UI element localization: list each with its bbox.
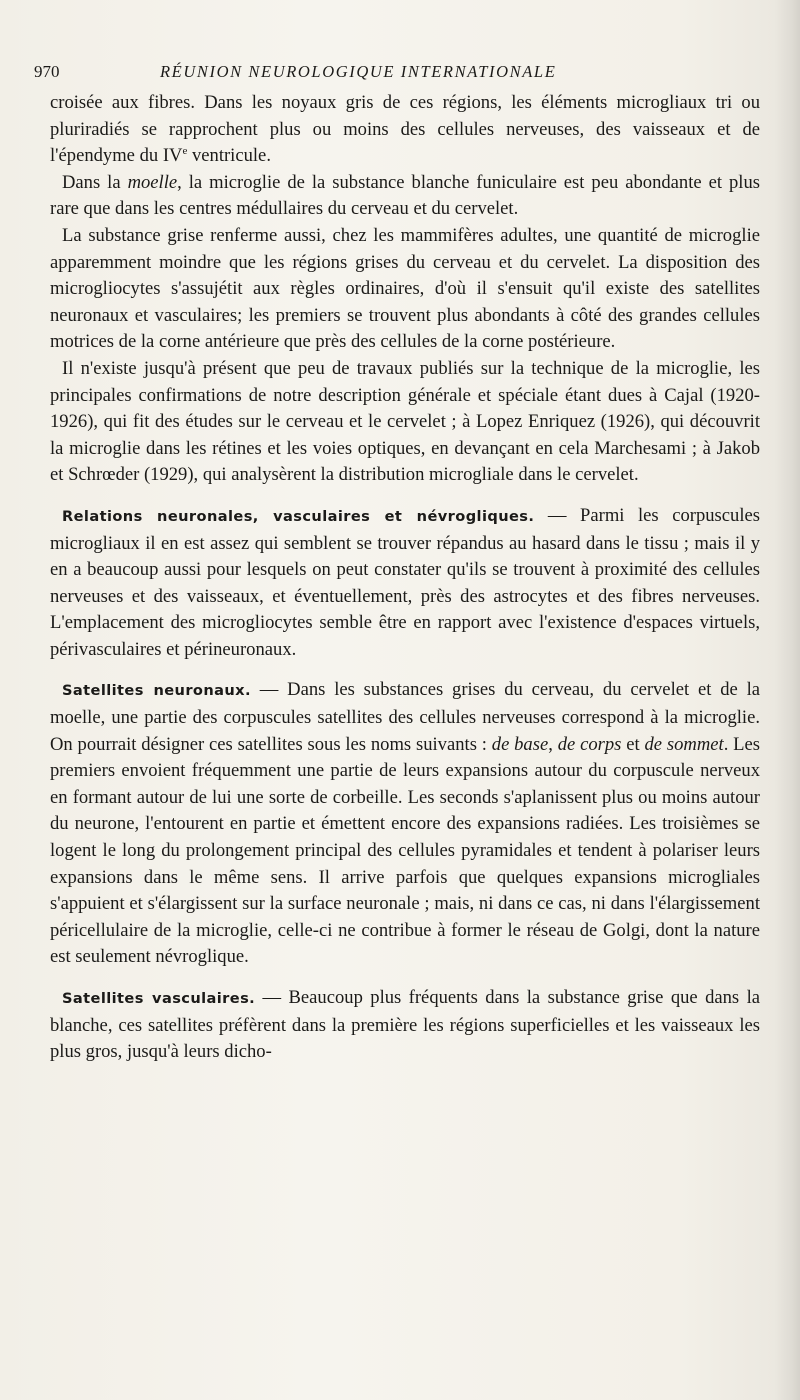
paragraph-substance-grise: La substance grise renferme aussi, chez les mammifères adultes, une quantité de microglie apparemment moindre que les régions grises du cerveau et du cervelet. La disposition des microgliocytes s'assujétit aux règles ordinaires, d'où il s'ensuit qu'il existe des satellites neuronaux et vasculaires; les premiers se trouvent plus abondants à côté des grandes cellules motrices de la corne antérieure que près des cellules de la corne postérieure. (50, 224, 760, 353)
page-edge-shadow (774, 0, 800, 1400)
paragraph-moelle: Dans la moelle, la microglie de la substance blanche funiculaire est peu abondante et plus rare que dans les centres médullaires du cerveau et du cervelet. (50, 171, 760, 220)
superscript: e (182, 145, 188, 157)
section-relations: Relations neuronales, vasculaires et névrogliques. — Parmi les corpuscules microgliaux il en est assez qui semblent se trouver répandus au hasard dans le tissu ; mais il y en a beaucoup aussi pour lesquels on peut constater qu'ils se trouvent à proximité des cellules nerveuses et des vaisseaux, et éventuellement, près des astrocytes et des fibres nerveuses. L'emplacement des microgliocytes semble être en rapport avec l'existence d'espaces virtuels, périvasculaires et périneuronaux. (50, 504, 760, 660)
emphasis-moelle: moelle (127, 171, 178, 193)
emphasis-de-corps: de corps (557, 733, 622, 755)
emphasis-de-sommet: de sommet (644, 733, 724, 755)
section-heading-satellites-vasculaires: Satellites vasculaires. (62, 990, 256, 1007)
section-satellites-neuronaux: Satellites neuronaux. — Dans les substances grises du cerveau, du cervelet et de la moelle, une partie des corpuscules satellites des cellules nerveuses correspond à la microglie. On pourrait désigner ces satellites sous les noms suivants : de base, de corps et de sommet. Les premiers envoient fréquemment une partie de leurs expansions autour du corpuscule nerveux en formant autour de lui une sorte de corbeille. Les seconds s'aplanissent plus ou moins autour du neurone, l'entourent en partie et émettent encore des expansions radiées. Les troisièmes se logent le long du prolongement principal des cellules pyramidales et tendent à polariser leurs expansions dans le même sens. Il arrive parfois que quelques expansions microgliales s'appuient et s'élargissent sur la surface neuronale ; mais, ni dans ce cas, ni dans l'élargissement péricellulaire de la microglie, celle-ci ne contribue à former le réseau de Golgi, dont la nature est seulement névroglique. (50, 679, 761, 968)
page-number: 970 (34, 62, 60, 81)
body-text (50, 90, 760, 1066)
section-heading-relations: Relations neuronales, vasculaires et névrogliques. (62, 507, 535, 525)
emphasis-de-base: de base (491, 733, 549, 755)
page-header (34, 50, 760, 90)
paragraph-continuation: croisée aux fibres. Dans les noyaux gris de ces régions, les éléments microgliaux tri ou pluriradiés se rapprochent plus ou moins des cellules nerveuses, des vaisseaux et de l'épendyme du IVe ventricule. (50, 92, 760, 167)
paragraph-travaux: Il n'existe jusqu'à présent que peu de travaux publiés sur la technique de la microglie, les principales confirmations de notre description générale et spéciale étant dues à Cajal (1920-1926), qui fit des études sur le cerveau et le cervelet ; à Lopez Enriquez (1926), qui découvrit la microglie dans les rétines et les voies optiques, en devançant en cela Marchesami ; à Jakob et Schrœder (1929), qui analysèrent la distribution microgliale dans le cervelet. (50, 357, 760, 486)
section-satellites-vasculaires: Satellites vasculaires. — Beaucoup plus fréquents dans la substance grise que dans la blanche, ces satellites préfèrent dans la première les régions superficielles et les vaisseaux les plus gros, jusqu'à leurs dicho- (50, 987, 760, 1063)
section-heading-satellites-neuronaux: Satellites neuronaux. (62, 682, 251, 700)
running-title: RÉUNION NEUROLOGIQUE INTERNATIONALE (160, 62, 557, 81)
